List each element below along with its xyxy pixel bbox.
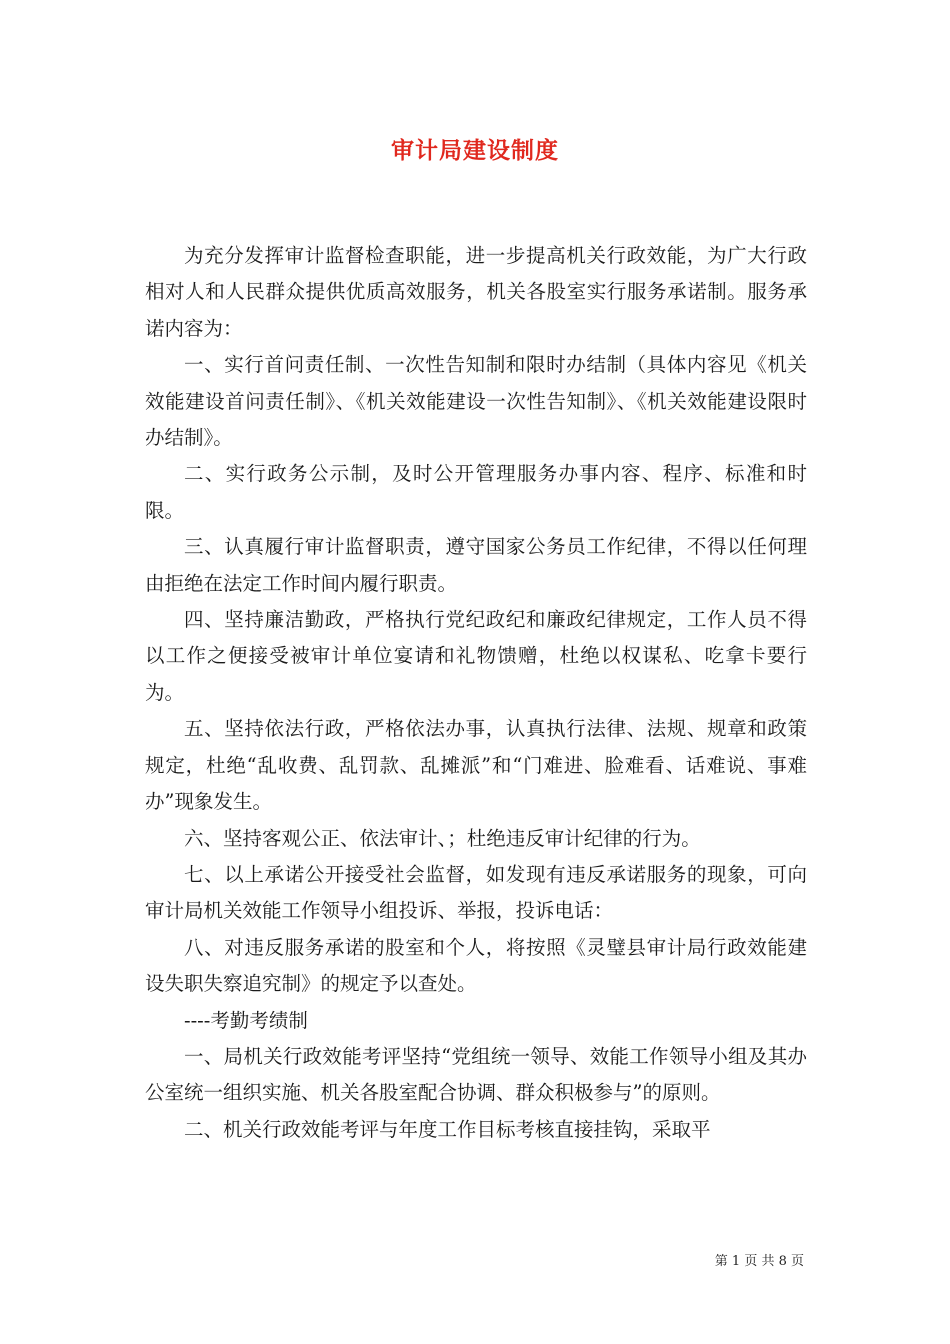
paragraph-item-5: 五、坚持依法行政，严格依法办事，认真执行法律、法规、规章和政策规定，杜绝“乱收费、乱罚款、乱摊派”和“门难进、脸难看、话难说、事难办”现象发生。 [145,717,807,814]
paragraph-item-4: 四、坚持廉洁勤政，严格执行党纪政纪和廉政纪律规定，工作人员不得以工作之便接受被审计单位宴请和礼物馈赠，杜绝以权谋私、吃拿卡要行为。 [145,608,807,704]
paragraph-intro: 为充分发挥审计监督检查职能，进一步提高机关行政效能，为广大行政相对人和人民群众提供优质高效服务，机关各股室实行服务承诺制。服务承诺内容为： [145,244,807,340]
document-title: 审计局建设制度 [391,137,559,164]
document-body [145,238,807,1148]
paragraph-item-6: 六、坚持客观公正、依法审计、；杜绝违反审计纪律的行为。 [184,826,701,850]
paragraph-attendance-1: 一、局机关行政效能考评坚持“党组统一领导、效能工作领导小组及其办公室统一组织实施、机关各股室配合协调、群众积极参与”的原则。 [145,1044,807,1105]
section-heading-attendance: ----考勤考绩制 [184,1008,308,1032]
paragraph-item-8: 八、对违反服务承诺的股室和个人，将按照《灵璧县审计局行政效能建设失职失察追究制》的规定予以查处。 [145,935,807,996]
page-number: 第 1 页 共 8 页 [714,1254,804,1269]
paragraph-item-1: 一、实行首问责任制、一次性告知制和限时办结制（具体内容见《机关效能建设首问责任制》、《机关效能建设一次性告知制》、《机关效能建设限时办结制》。 [145,353,807,450]
paragraph-attendance-2: 二、机关行政效能考评与年度工作目标考核直接挂钩，采取平 [184,1117,711,1141]
paragraph-item-3: 三、认真履行审计监督职责，遵守国家公务员工作纪律，不得以任何理由拒绝在法定工作时间内履行职责。 [145,535,807,595]
paragraph-item-2: 二、实行政务公示制，及时公开管理服务办事内容、程序、标准和时限。 [145,462,807,522]
paragraph-item-7: 七、以上承诺公开接受社会监督，如发现有违反承诺服务的现象，可向审计局机关效能工作领导小组投诉、举报，投诉电话： [145,862,807,923]
